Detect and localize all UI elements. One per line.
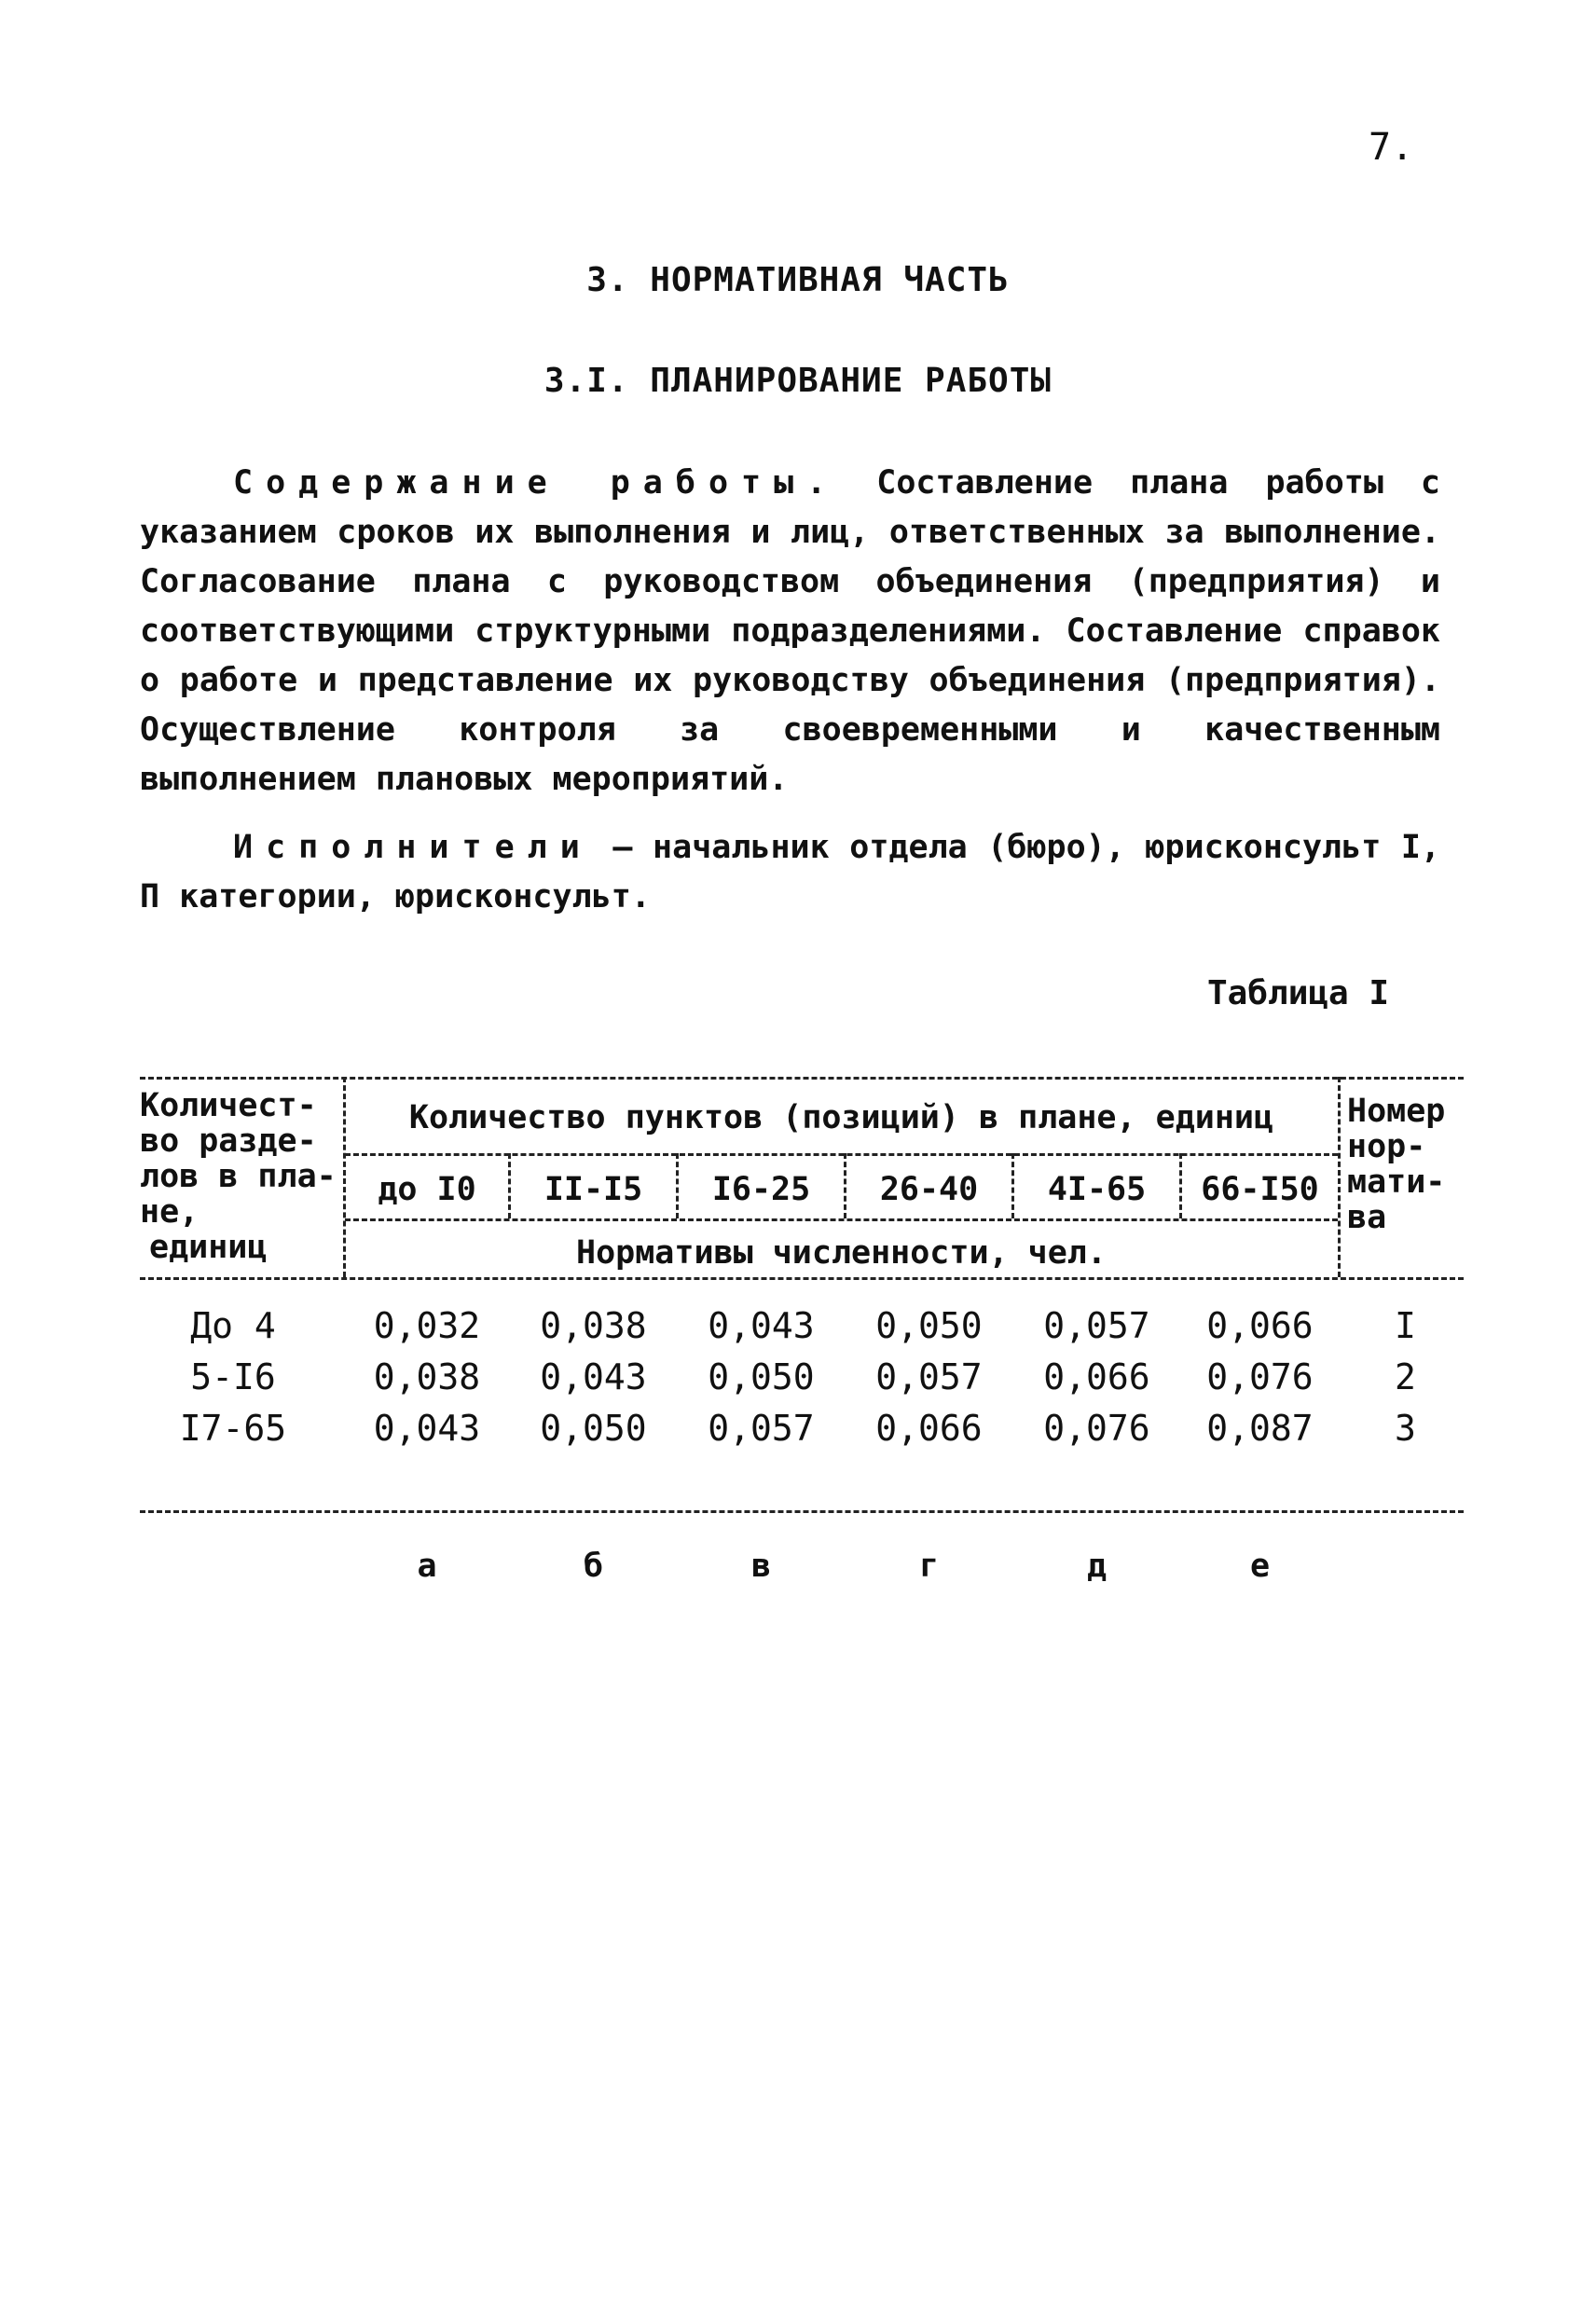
- value-cell: 0,038: [540, 1305, 647, 1346]
- sections-cell: 5-I6: [190, 1356, 276, 1397]
- column-letter: а: [417, 1548, 437, 1585]
- sub-col-separator: [844, 1153, 846, 1218]
- value-cell: 0,050: [708, 1356, 815, 1397]
- table-top-rule: [140, 1077, 1464, 1080]
- executors-text: – начальник отдела (бюро), юрисконсульт I, П категории, юрисконсульт.: [140, 829, 1440, 915]
- header-line: во разде-: [140, 1122, 317, 1160]
- header-bottom-rule: [140, 1277, 1464, 1280]
- sub-col-separator: [1011, 1153, 1014, 1218]
- executors-label: Исполнители: [233, 829, 593, 866]
- subheader-6: 66-I50: [1201, 1171, 1319, 1208]
- header-line: единиц: [149, 1229, 268, 1266]
- subheader-5: 4I-65: [1047, 1171, 1147, 1208]
- value-cell: 0,032: [373, 1305, 481, 1346]
- sections-cell: I7-65: [179, 1408, 287, 1449]
- table-row: [140, 1356, 1464, 1403]
- group-header: Количество пунктов (позиций) в плане, единиц: [408, 1099, 1274, 1136]
- executors-paragraph: [140, 823, 1440, 922]
- content-label: Содержание работы.: [233, 464, 840, 502]
- header-line: мати-: [1347, 1163, 1446, 1201]
- table-bottom-rule: [140, 1510, 1464, 1513]
- sections-header: [140, 1088, 340, 1265]
- column-letter: е: [1249, 1548, 1271, 1585]
- value-cell: 0,057: [708, 1408, 815, 1449]
- header-line: лов в пла-: [140, 1158, 337, 1195]
- column-letter: в: [750, 1548, 772, 1585]
- table-row: [140, 1408, 1464, 1454]
- norms-header: Нормативы численности, чел.: [576, 1234, 1107, 1272]
- col-separator: [343, 1077, 346, 1277]
- header-line: ва: [1347, 1199, 1387, 1236]
- value-cell: 0,050: [875, 1305, 983, 1346]
- value-cell: 0,066: [1206, 1305, 1314, 1346]
- norm-cell: 3: [1395, 1408, 1416, 1449]
- header-line: не,: [140, 1193, 200, 1231]
- value-cell: 0,050: [540, 1408, 647, 1449]
- subheader-2: II-I5: [543, 1171, 643, 1208]
- table-label: Таблица I: [1207, 974, 1390, 1012]
- table-row: [140, 1305, 1464, 1352]
- value-cell: 0,076: [1043, 1408, 1150, 1449]
- value-cell: 0,076: [1206, 1356, 1314, 1397]
- value-cell: 0,043: [373, 1408, 481, 1449]
- subheader-1: до I0: [378, 1171, 476, 1208]
- value-cell: 0,038: [373, 1356, 481, 1397]
- value-cell: 0,057: [875, 1356, 983, 1397]
- header-line: Количест-: [140, 1087, 317, 1124]
- column-letter: д: [1086, 1548, 1108, 1585]
- value-cell: 0,043: [708, 1305, 815, 1346]
- value-cell: 0,066: [1043, 1356, 1150, 1397]
- value-cell: 0,066: [875, 1408, 983, 1449]
- page-number: 7.: [1369, 126, 1414, 169]
- header-line: нор-: [1347, 1128, 1426, 1165]
- sub-col-separator: [676, 1153, 679, 1218]
- col-separator: [1338, 1077, 1341, 1277]
- sub-col-separator: [1179, 1153, 1182, 1218]
- norm-cell: I: [1395, 1305, 1416, 1346]
- subheader-4: 26-40: [879, 1171, 979, 1208]
- subheader-3: I6-25: [711, 1171, 811, 1208]
- header-line: Номер: [1347, 1093, 1446, 1130]
- section-title: 3. НОРМАТИВНАЯ ЧАСТЬ: [586, 261, 1010, 299]
- sub-col-separator: [508, 1153, 511, 1218]
- column-letter: г: [918, 1548, 940, 1585]
- value-cell: 0,087: [1206, 1408, 1314, 1449]
- subsection-title: 3.I. ПЛАНИРОВАНИЕ РАБОТЫ: [543, 362, 1053, 400]
- sections-cell: До 4: [190, 1305, 276, 1346]
- subheader-rule: [345, 1218, 1338, 1221]
- value-cell: 0,057: [1043, 1305, 1150, 1346]
- group-rule: [345, 1153, 1338, 1156]
- norm-number-header: [1347, 1094, 1464, 1235]
- norm-cell: 2: [1395, 1356, 1416, 1397]
- content-text: Составление плана работы с указанием сроков их выполнения и лиц, ответственных за выполнение. Согласование плана с руководством объединения (предприятия) и соответствующими структурными подразделениями. Составление справок о работе и представление их руководству объединения (предприятия). Осуществление контроля за своевременными и качественным выполнением плановых мероприятий.: [140, 464, 1440, 798]
- column-letter: б: [583, 1548, 604, 1585]
- value-cell: 0,043: [540, 1356, 647, 1397]
- content-paragraph: [140, 459, 1440, 805]
